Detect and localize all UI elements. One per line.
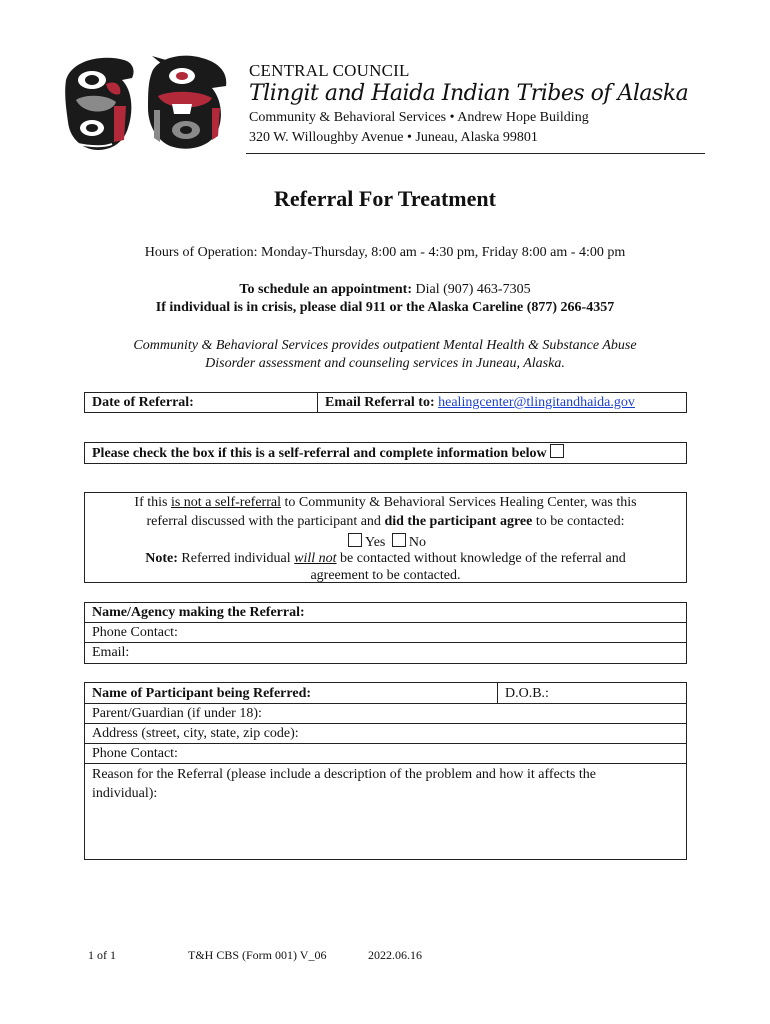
org-name-line1: CENTRAL COUNCIL xyxy=(249,61,410,80)
footer-date: 2022.06.16 xyxy=(368,948,422,962)
agency-email-field[interactable] xyxy=(85,643,686,663)
org-department-line: Community & Behavioral Services • Andrew Hope Building xyxy=(249,110,589,125)
consent-line2-text-a: referral discussed with the participant and xyxy=(146,514,385,529)
address-field[interactable] xyxy=(85,724,686,744)
raven-left-figure xyxy=(65,58,133,150)
consent-box xyxy=(84,492,687,583)
participant-name-label: Name of Participant being Referred: xyxy=(92,686,312,701)
consent-note-text-c: be contacted without knowledge of the referral and xyxy=(336,551,626,566)
hours-of-operation: Hours of Operation: Monday-Thursday, 8:00 am - 4:30 pm, Friday 8:00 am - 4:00 pm xyxy=(144,245,626,260)
consent-no-label: No xyxy=(408,535,426,550)
agency-phone-field[interactable] xyxy=(85,623,686,643)
consent-yes-checkbox[interactable] xyxy=(348,533,362,547)
guardian-label: Parent/Guardian (if under 18): xyxy=(92,706,262,721)
consent-note-line1 xyxy=(85,551,686,567)
email-referral-label: Email Referral to: xyxy=(325,395,435,410)
tribal-logo-image xyxy=(62,50,232,154)
participant-dob-field[interactable] xyxy=(498,683,686,703)
referral-reason-label-line2: individual): xyxy=(92,786,158,801)
self-referral-row xyxy=(84,442,687,464)
document-title: Referral For Treatment xyxy=(274,186,496,211)
raven-right-figure xyxy=(148,56,226,149)
self-referral-label: Please check the box if this is a self-referral and complete information below xyxy=(92,446,547,461)
consent-line1 xyxy=(85,495,686,511)
services-description-line2: Disorder assessment and counseling services in Juneau, Alaska. xyxy=(205,356,565,371)
consent-note-label: Note: xyxy=(145,551,178,566)
agency-name-label: Name/Agency making the Referral: xyxy=(92,605,305,620)
header-divider xyxy=(246,153,705,154)
agency-name-field[interactable] xyxy=(85,603,686,623)
guardian-field[interactable] xyxy=(85,704,686,724)
date-of-referral-field[interactable] xyxy=(85,393,318,412)
crisis-line: If individual is in crisis, please dial 911 or the Alaska Careline (877) 266-4357 xyxy=(155,300,615,315)
consent-note-text-a: Referred individual xyxy=(177,551,295,566)
participant-dob-label: D.O.B.: xyxy=(505,686,549,701)
self-referral-checkbox[interactable] xyxy=(550,444,564,458)
services-description-line1: Community & Behavioral Services provides outpatient Mental Health & Substance Abuse xyxy=(133,338,637,353)
consent-yes-no-options xyxy=(85,533,686,551)
agency-email-label: Email: xyxy=(92,645,130,660)
consent-note-line2: agreement to be contacted. xyxy=(310,568,461,583)
footer-page-number: 1 of 1 xyxy=(88,948,116,962)
email-referral-link[interactable]: healingcenter@tlingitandhaida.gov xyxy=(438,395,635,410)
schedule-phone: Dial (907) 463-7305 xyxy=(411,282,531,297)
referral-reason-field[interactable] xyxy=(85,764,686,859)
referring-agency-box xyxy=(84,602,687,664)
consent-line2-text-c: to be contacted: xyxy=(532,514,625,529)
participant-phone-field[interactable] xyxy=(85,744,686,764)
consent-no-checkbox[interactable] xyxy=(392,533,406,547)
date-of-referral-label: Date of Referral: xyxy=(92,395,194,410)
participant-name-field[interactable] xyxy=(85,683,498,703)
consent-line1-text-c: to Community & Behavioral Services Healing Center, was this xyxy=(280,495,637,510)
consent-not-self-referral: is not a self-referral xyxy=(170,495,281,510)
org-name-line2: Tlingit and Haida Indian Tribes of Alaska xyxy=(249,81,689,106)
address-label: Address (street, city, state, zip code): xyxy=(92,726,299,741)
org-address-line: 320 W. Willoughby Avenue • Juneau, Alaska 99801 xyxy=(249,130,538,145)
participant-phone-label: Phone Contact: xyxy=(92,746,178,761)
email-referral-field xyxy=(318,393,686,412)
consent-line1-text-a: If this xyxy=(134,495,171,510)
schedule-label: To schedule an appointment: xyxy=(239,282,412,297)
schedule-line xyxy=(0,282,770,298)
participant-name-row xyxy=(85,683,686,704)
consent-yes-label: Yes xyxy=(365,535,386,550)
consent-participant-agree: did the participant agree xyxy=(384,514,533,529)
agency-phone-label: Phone Contact: xyxy=(92,625,178,640)
footer-form-id: T&H CBS (Form 001) V_06 xyxy=(188,948,327,962)
consent-will-not: will not xyxy=(294,551,337,566)
consent-line2 xyxy=(85,514,686,530)
referral-reason-label-line1: Reason for the Referral (please include a description of the problem and how it affects the xyxy=(92,767,596,782)
referral-date-email-row xyxy=(84,392,687,413)
participant-box xyxy=(84,682,687,860)
